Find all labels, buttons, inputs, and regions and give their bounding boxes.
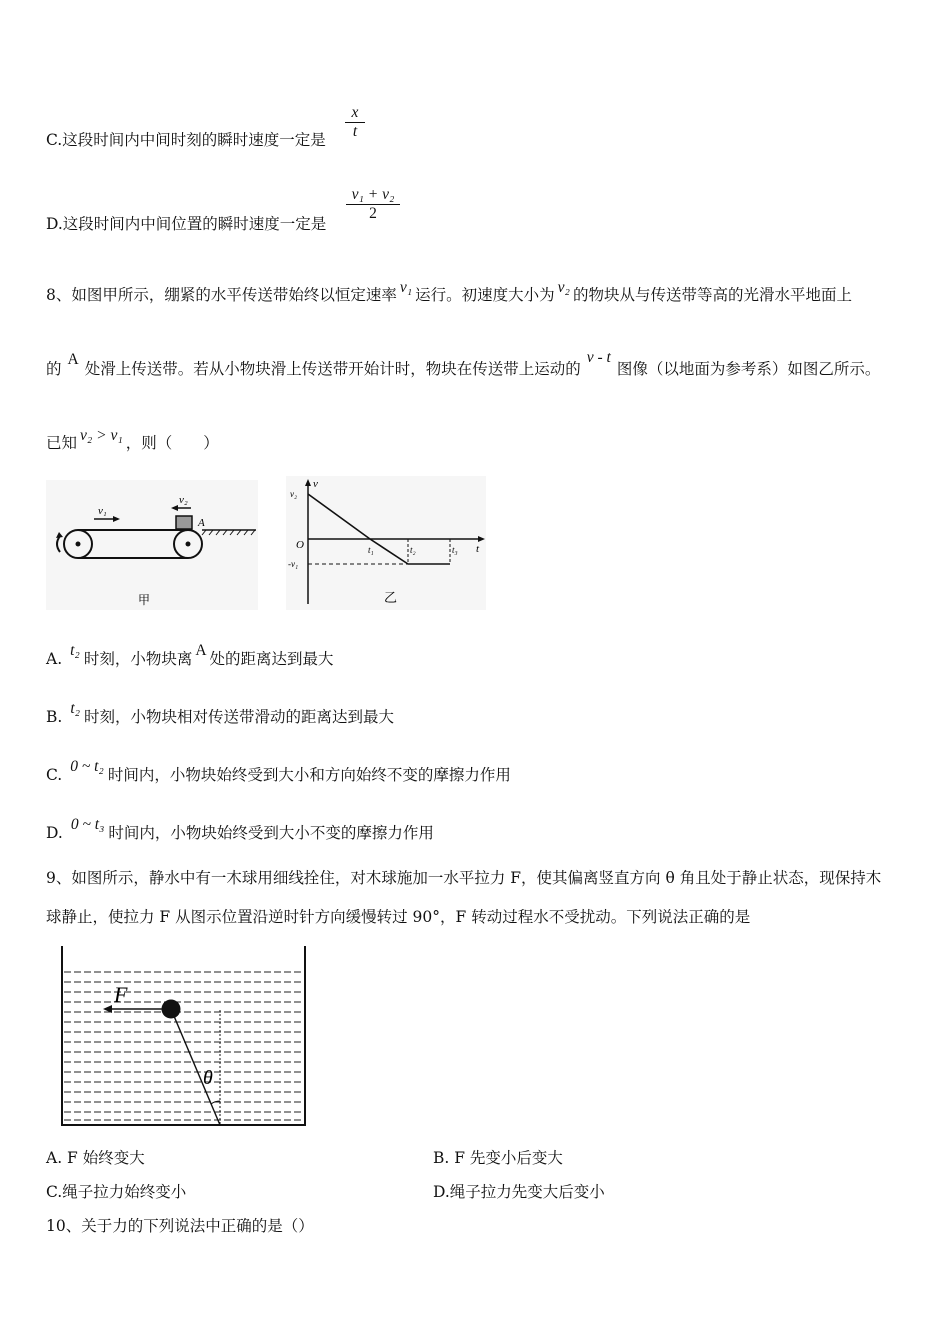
- pulley-axle: [76, 542, 81, 547]
- t1-tick-label: t₁: [368, 545, 374, 555]
- wooden-ball: [162, 1000, 181, 1019]
- t-axis-label: t: [476, 543, 480, 555]
- pulley-axle: [186, 542, 191, 547]
- fraction-numerator: v₁ + v₂: [351, 186, 395, 203]
- t3-tick-label: t₃: [452, 545, 458, 555]
- origin-label: O: [296, 539, 304, 551]
- q7-option-d-text: D.这段时间内中间位置的瞬时速度一定是: [46, 215, 327, 233]
- fraction-denominator: t: [352, 123, 358, 140]
- option-text: 时刻，小物块相对传送带滑动的距离达到最大: [84, 708, 395, 726]
- option-text: 处的距离达到最大: [209, 650, 334, 668]
- q9-option-a: A. F 始终变大: [46, 1149, 145, 1167]
- tank-walls: [62, 946, 305, 1125]
- q9-stem-line1: 9、如图所示，静水中有一木球用细线拴住，对木球施加一水平拉力 F，使其偏离竖直方向 θ 角且处于静止状态，现保持木: [46, 869, 882, 887]
- neg-v1-tick-label: -v₁: [288, 559, 299, 569]
- option-prefix: A.: [46, 650, 63, 668]
- v-axis-label: v: [313, 478, 318, 490]
- option-prefix: D.: [46, 824, 63, 842]
- q7-option-d-fraction: [346, 186, 400, 223]
- option-math: 0 ~ t₂: [70, 758, 104, 775]
- t2-tick-label: t₂: [410, 545, 416, 555]
- q9-option-c: C.绳子拉力始终变小: [46, 1183, 187, 1201]
- option-prefix: C.: [46, 766, 63, 784]
- option-text: 时间内，小物块始终受到大小和方向始终不变的摩擦力作用: [107, 766, 511, 784]
- q8-stem-line2: [46, 349, 881, 379]
- q8-option-a: [46, 642, 334, 669]
- q8-v2: v₂: [557, 279, 570, 296]
- q8-figure-conveyor: [46, 480, 258, 610]
- theta-label: θ: [203, 1067, 213, 1089]
- q8-text: 运行。初速度大小为: [415, 286, 555, 304]
- option-math: t₂: [70, 642, 80, 659]
- q7-option-d: [46, 212, 326, 234]
- fig-v1-label: v₁: [98, 505, 107, 517]
- q8-text: 的: [46, 360, 62, 378]
- option-math: A: [195, 642, 207, 659]
- q8-text: 图像（以地面为参考系）如图乙所示。: [616, 360, 881, 378]
- q8-text: 已知: [46, 434, 78, 452]
- fig-a-label: A: [198, 517, 205, 529]
- block: [176, 516, 192, 529]
- q8-figure-vt-graph: [286, 476, 486, 610]
- q7-option-c-text: C.这段时间内中间时刻的瞬时速度一定是: [46, 131, 326, 149]
- fraction-denominator: 2: [369, 205, 377, 222]
- q8-text: 8、如图甲所示，绷紧的水平传送带始终以恒定速率: [46, 286, 397, 304]
- q8-text: 处滑上传送带。若从小物块滑上传送带开始计时，物块在传送带上运动的: [84, 360, 581, 378]
- force-label: F: [114, 982, 128, 1007]
- fig-v2-label: v₂: [179, 494, 188, 506]
- option-text: 时间内，小物块始终受到大小不变的摩擦力作用: [108, 824, 434, 842]
- q8-option-b: [46, 700, 395, 727]
- q9-option-b: B. F 先变小后变大: [433, 1149, 563, 1167]
- fig-caption-jia: 甲: [138, 593, 151, 607]
- q8-stem-line1: [46, 279, 852, 305]
- q8-stem-line3: [46, 427, 219, 453]
- q8-condition: v₂ > v₁: [80, 427, 123, 444]
- option-text: 时刻，小物块离: [83, 650, 193, 668]
- q8-vt: v - t: [586, 349, 611, 366]
- option-math: t₂: [70, 700, 81, 717]
- fig-caption-yi: 乙: [384, 590, 398, 605]
- q8-option-c: [46, 758, 511, 785]
- q7-option-c-fraction: [345, 104, 365, 141]
- q8-text: 的物块从与传送带等高的光滑水平地面上: [572, 286, 852, 304]
- q8-point-a: A: [67, 351, 79, 368]
- option-prefix: B.: [46, 708, 63, 726]
- water-dashes: [64, 972, 302, 1120]
- q9-figure-water-tank: [56, 944, 312, 1130]
- q10-stem: 10、关于力的下列说法中正确的是（）: [46, 1217, 314, 1235]
- q8-option-d: [46, 816, 434, 843]
- q8-v1: v₁: [399, 279, 413, 296]
- v2-tick-label: v₂: [290, 489, 298, 499]
- option-math: 0 ~ t₃: [70, 816, 105, 833]
- q8-text: ，则（ ）: [125, 434, 219, 452]
- q9-option-d: D.绳子拉力先变大后变小: [433, 1183, 605, 1201]
- q7-option-c: [46, 128, 326, 150]
- q9-stem-line2: 球静止，使拉力 F 从图示位置沿逆时针方向缓慢转过 90°，F 转动过程水不受扰动。下列说法正确的是: [46, 908, 751, 926]
- fraction-numerator: x: [351, 104, 359, 121]
